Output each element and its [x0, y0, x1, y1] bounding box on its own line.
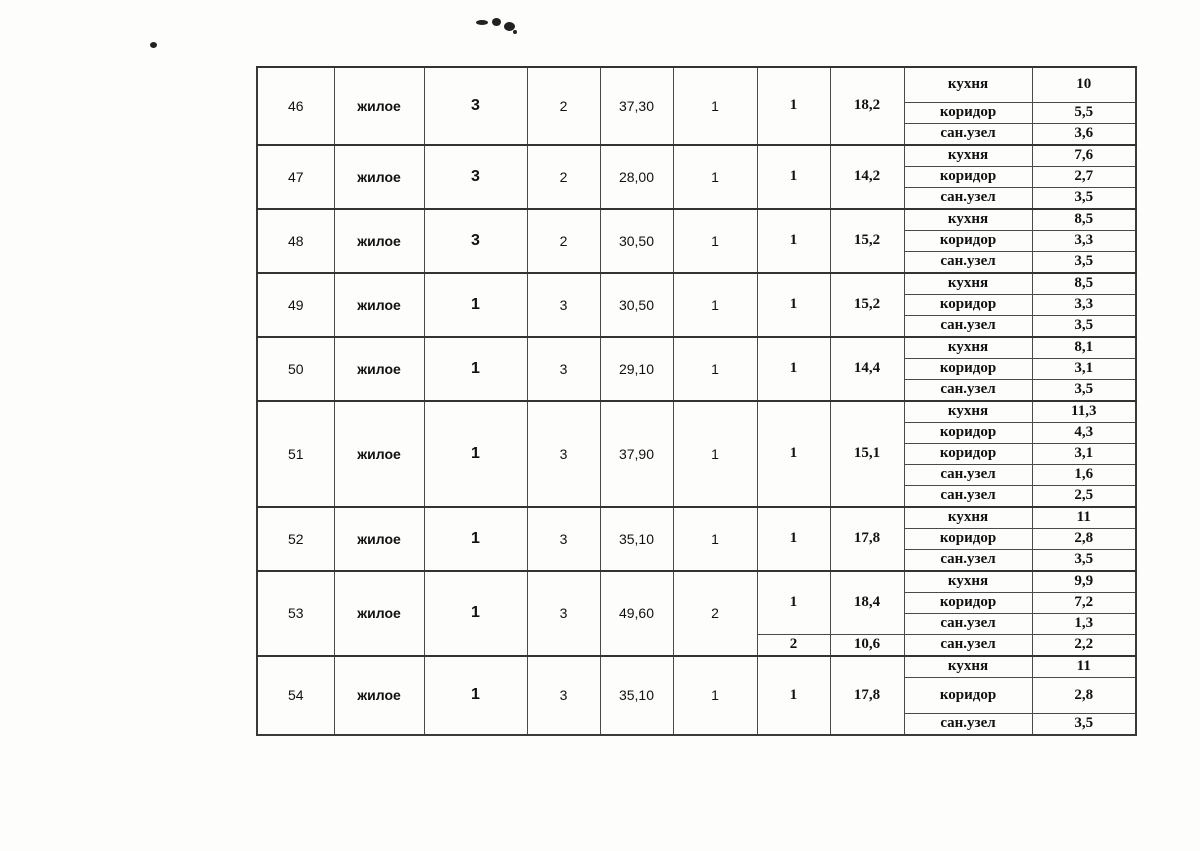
column-3-cell: 1 — [424, 571, 527, 656]
living-area-cell: 14,2 — [830, 145, 904, 209]
column-3-cell: 3 — [424, 67, 527, 145]
column-7-cell: 1 — [757, 67, 830, 145]
aux-room-name-cell: кухня — [904, 401, 1032, 423]
scan-speck — [513, 30, 517, 34]
aux-room-name-cell: коридор — [904, 443, 1032, 464]
area-cell: 28,00 — [600, 145, 673, 209]
column-6-cell: 2 — [673, 571, 757, 656]
room-type-cell: жилое — [334, 67, 424, 145]
aux-room-name-cell: коридор — [904, 422, 1032, 443]
aux-room-name-cell: сан.узел — [904, 634, 1032, 656]
column-4-cell: 3 — [527, 337, 600, 401]
room-type-cell: жилое — [334, 273, 424, 337]
column-6-cell: 1 — [673, 273, 757, 337]
column-6-cell: 1 — [673, 145, 757, 209]
room-type-cell: жилое — [334, 507, 424, 571]
column-6-cell: 1 — [673, 507, 757, 571]
row-number-cell: 53 — [257, 571, 334, 656]
column-3-cell: 3 — [424, 209, 527, 273]
room-type-cell: жилое — [334, 571, 424, 656]
column-3-cell: 1 — [424, 507, 527, 571]
column-3-cell: 1 — [424, 273, 527, 337]
area-cell: 35,10 — [600, 507, 673, 571]
aux-room-name-cell: кухня — [904, 145, 1032, 167]
aux-room-name-cell: коридор — [904, 166, 1032, 187]
aux-room-name-cell: сан.узел — [904, 315, 1032, 337]
aux-room-name-cell: кухня — [904, 67, 1032, 102]
aux-room-name-cell: сан.узел — [904, 187, 1032, 209]
room-type-cell: жилое — [334, 337, 424, 401]
room-type-cell: жилое — [334, 209, 424, 273]
aux-room-name-cell: сан.узел — [904, 549, 1032, 571]
column-3-cell: 3 — [424, 145, 527, 209]
row-number-cell: 51 — [257, 401, 334, 507]
aux-room-area-cell: 9,9 — [1032, 571, 1136, 593]
aux-room-name-cell: коридор — [904, 528, 1032, 549]
aux-room-area-cell: 3,5 — [1032, 379, 1136, 401]
column-4-cell: 2 — [527, 67, 600, 145]
aux-room-name-cell: сан.узел — [904, 379, 1032, 401]
aux-room-name-cell: кухня — [904, 273, 1032, 295]
living-area-cell: 17,8 — [830, 656, 904, 735]
column-3-cell: 1 — [424, 401, 527, 507]
column-4-cell: 3 — [527, 656, 600, 735]
living-area-cell: 15,2 — [830, 209, 904, 273]
aux-room-area-cell: 1,3 — [1032, 613, 1136, 634]
aux-room-name-cell: кухня — [904, 209, 1032, 231]
aux-room-area-cell: 3,5 — [1032, 315, 1136, 337]
aux-room-name-cell: коридор — [904, 592, 1032, 613]
column-3-cell: 1 — [424, 656, 527, 735]
column-3-cell: 1 — [424, 337, 527, 401]
aux-room-name-cell: коридор — [904, 358, 1032, 379]
aux-room-area-cell: 2,7 — [1032, 166, 1136, 187]
column-6-cell: 1 — [673, 401, 757, 507]
aux-room-area-cell: 4,3 — [1032, 422, 1136, 443]
living-area-cell: 17,8 — [830, 507, 904, 571]
aux-room-name-cell: кухня — [904, 337, 1032, 359]
table-row — [257, 507, 1136, 529]
aux-room-name-cell: кухня — [904, 571, 1032, 593]
column-7-cell: 2 — [757, 634, 830, 656]
aux-room-area-cell: 8,1 — [1032, 337, 1136, 359]
aux-room-area-cell: 2,8 — [1032, 528, 1136, 549]
aux-room-area-cell: 7,2 — [1032, 592, 1136, 613]
aux-room-name-cell: коридор — [904, 677, 1032, 713]
row-number-cell: 46 — [257, 67, 334, 145]
table-row — [257, 571, 1136, 593]
aux-room-area-cell: 11 — [1032, 507, 1136, 529]
aux-room-name-cell: сан.узел — [904, 251, 1032, 273]
aux-room-area-cell: 7,6 — [1032, 145, 1136, 167]
area-cell: 49,60 — [600, 571, 673, 656]
area-cell: 29,10 — [600, 337, 673, 401]
column-6-cell: 1 — [673, 656, 757, 735]
column-7-cell: 1 — [757, 507, 830, 571]
area-cell: 30,50 — [600, 273, 673, 337]
aux-room-area-cell: 3,3 — [1032, 294, 1136, 315]
apartment-table — [256, 66, 1137, 736]
aux-room-name-cell: кухня — [904, 656, 1032, 678]
aux-room-area-cell: 3,5 — [1032, 713, 1136, 735]
area-cell: 37,90 — [600, 401, 673, 507]
aux-room-area-cell: 11 — [1032, 656, 1136, 678]
table-row — [257, 337, 1136, 359]
row-number-cell: 49 — [257, 273, 334, 337]
scan-speck — [492, 18, 501, 26]
table-row — [257, 209, 1136, 231]
aux-room-area-cell: 3,5 — [1032, 251, 1136, 273]
aux-room-name-cell: сан.узел — [904, 713, 1032, 735]
table-row — [257, 401, 1136, 423]
aux-room-area-cell: 2,5 — [1032, 485, 1136, 507]
column-7-cell: 1 — [757, 656, 830, 735]
area-cell: 35,10 — [600, 656, 673, 735]
row-number-cell: 54 — [257, 656, 334, 735]
column-4-cell: 2 — [527, 209, 600, 273]
living-area-cell: 15,2 — [830, 273, 904, 337]
aux-room-area-cell: 1,6 — [1032, 464, 1136, 485]
aux-room-area-cell: 2,8 — [1032, 677, 1136, 713]
column-7-cell: 1 — [757, 337, 830, 401]
column-6-cell: 1 — [673, 67, 757, 145]
room-type-cell: жилое — [334, 401, 424, 507]
living-area-cell: 18,2 — [830, 67, 904, 145]
column-6-cell: 1 — [673, 209, 757, 273]
area-cell: 30,50 — [600, 209, 673, 273]
column-7-cell: 1 — [757, 209, 830, 273]
column-7-cell: 1 — [757, 273, 830, 337]
aux-room-area-cell: 2,2 — [1032, 634, 1136, 656]
column-4-cell: 3 — [527, 571, 600, 656]
column-7-cell: 1 — [757, 571, 830, 635]
column-4-cell: 3 — [527, 507, 600, 571]
scan-speck — [150, 42, 157, 48]
room-type-cell: жилое — [334, 656, 424, 735]
aux-room-name-cell: сан.узел — [904, 123, 1032, 145]
aux-room-name-cell: сан.узел — [904, 464, 1032, 485]
aux-room-area-cell: 10 — [1032, 67, 1136, 102]
aux-room-area-cell: 8,5 — [1032, 273, 1136, 295]
table-row — [257, 273, 1136, 295]
column-4-cell: 3 — [527, 273, 600, 337]
column-4-cell: 2 — [527, 145, 600, 209]
row-number-cell: 52 — [257, 507, 334, 571]
living-area-cell: 15,1 — [830, 401, 904, 507]
scan-speck — [476, 20, 488, 25]
area-cell: 37,30 — [600, 67, 673, 145]
table-row — [257, 145, 1136, 167]
aux-room-name-cell: сан.узел — [904, 485, 1032, 507]
aux-room-area-cell: 3,3 — [1032, 230, 1136, 251]
aux-room-area-cell: 3,1 — [1032, 443, 1136, 464]
aux-room-name-cell: коридор — [904, 230, 1032, 251]
aux-room-name-cell: сан.узел — [904, 613, 1032, 634]
table-row — [257, 656, 1136, 678]
aux-room-area-cell: 8,5 — [1032, 209, 1136, 231]
aux-room-area-cell: 3,5 — [1032, 549, 1136, 571]
aux-room-name-cell: коридор — [904, 294, 1032, 315]
aux-room-area-cell: 3,5 — [1032, 187, 1136, 209]
aux-room-name-cell: коридор — [904, 102, 1032, 123]
room-type-cell: жилое — [334, 145, 424, 209]
aux-room-area-cell: 3,1 — [1032, 358, 1136, 379]
table-row — [257, 67, 1136, 102]
living-area-cell: 14,4 — [830, 337, 904, 401]
column-6-cell: 1 — [673, 337, 757, 401]
living-area-cell: 18,4 — [830, 571, 904, 635]
row-number-cell: 48 — [257, 209, 334, 273]
living-area-cell: 10,6 — [830, 634, 904, 656]
aux-room-area-cell: 11,3 — [1032, 401, 1136, 423]
aux-room-area-cell: 5,5 — [1032, 102, 1136, 123]
row-number-cell: 50 — [257, 337, 334, 401]
column-7-cell: 1 — [757, 401, 830, 507]
column-4-cell: 3 — [527, 401, 600, 507]
aux-room-name-cell: кухня — [904, 507, 1032, 529]
aux-room-area-cell: 3,6 — [1032, 123, 1136, 145]
column-7-cell: 1 — [757, 145, 830, 209]
row-number-cell: 47 — [257, 145, 334, 209]
